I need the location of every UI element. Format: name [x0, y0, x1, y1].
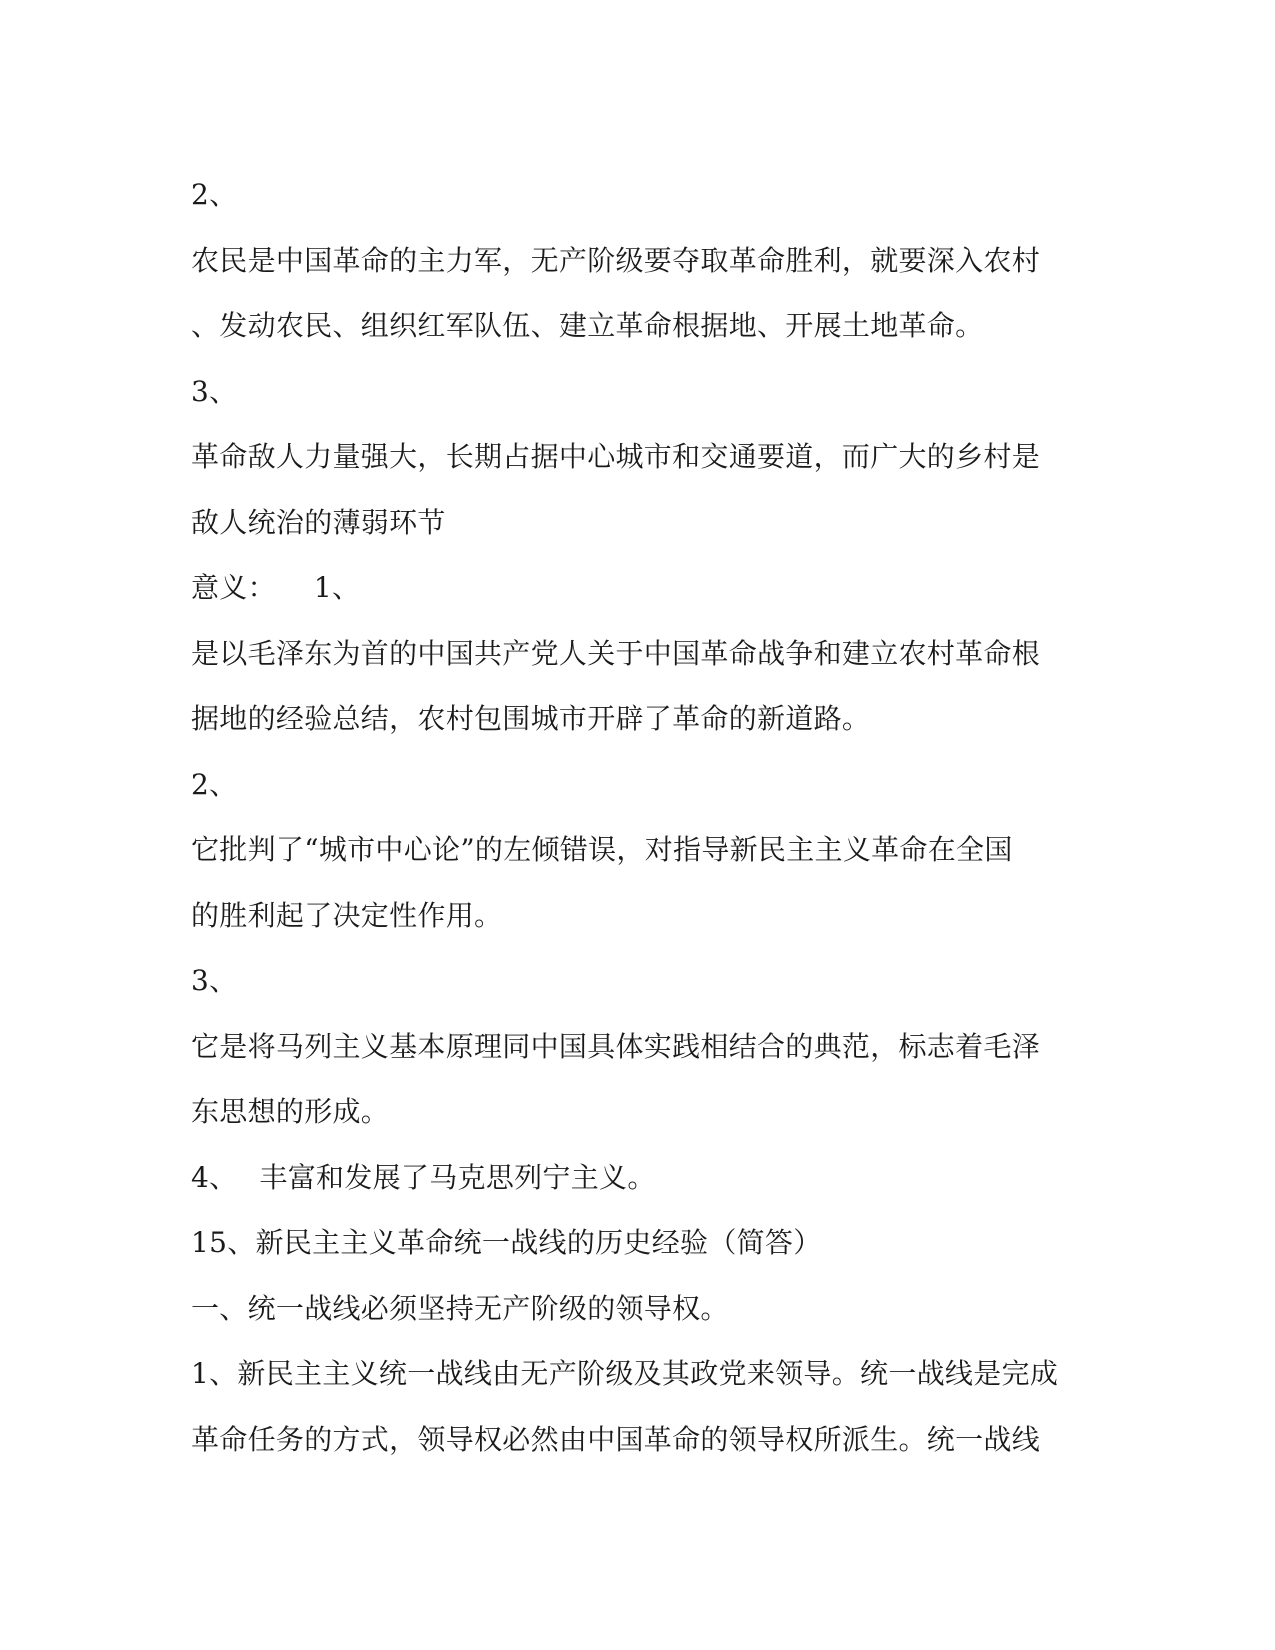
point-4-text: 丰富和发展了马克思列宁主义。 — [259, 1160, 656, 1194]
text-line: 农民是中国革命的主力军，无产阶级要夺取革命胜利，就要深入农村 — [191, 243, 1041, 277]
text-line: 、发动农民、组织红军队伍、建立革命根据地、开展土地革命。 — [191, 309, 984, 342]
text-line: 据地的经验总结，农村包围城市开辟了革命的新道路。 — [191, 702, 871, 735]
text-line: 它批判了“城市中心论”的左倾错误，对指导新民主主义革命在全国 — [191, 833, 1013, 866]
text-line: 革命敌人力量强大，长期占据中心城市和交通要道，而广大的乡村是 — [191, 440, 1041, 473]
text-line: 2、 — [191, 767, 238, 801]
text-line: 革命任务的方式，领导权必然由中国革命的领导权所派生。统一战线 — [191, 1422, 1041, 1456]
meaning-number: 1、 — [313, 571, 361, 604]
text-line: 1、新民主主义统一战线由无产阶级及其政党来领导。统一战线是完成 — [191, 1357, 1059, 1390]
text-line: 3、 — [191, 964, 238, 997]
section-heading: 15、新民主主义革命统一战线的历史经验（简答） — [191, 1226, 822, 1259]
text-line: 的胜利起了决定性作用。 — [191, 898, 503, 932]
meaning-line — [191, 555, 1091, 621]
point-4-number: 4、 — [191, 1160, 238, 1194]
text-line: 3、 — [191, 374, 238, 408]
text-line: 敌人统治的薄弱环节 — [191, 505, 446, 539]
text-line: 是以毛泽东为首的中国共产党人关于中国革命战争和建立农村革命根 — [191, 636, 1041, 670]
text-line: 2、 — [191, 178, 238, 211]
meaning-label: 意义： — [191, 571, 276, 604]
text-line: 东思想的形成。 — [191, 1095, 390, 1128]
text-line: 它是将马列主义基本原理同中国具体实践相结合的典范，标志着毛泽 — [191, 1029, 1041, 1063]
document-body — [191, 162, 1091, 1472]
point-4-line — [191, 1145, 1091, 1211]
text-line: 一、统一战线必须坚持无产阶级的领导权。 — [191, 1291, 729, 1325]
